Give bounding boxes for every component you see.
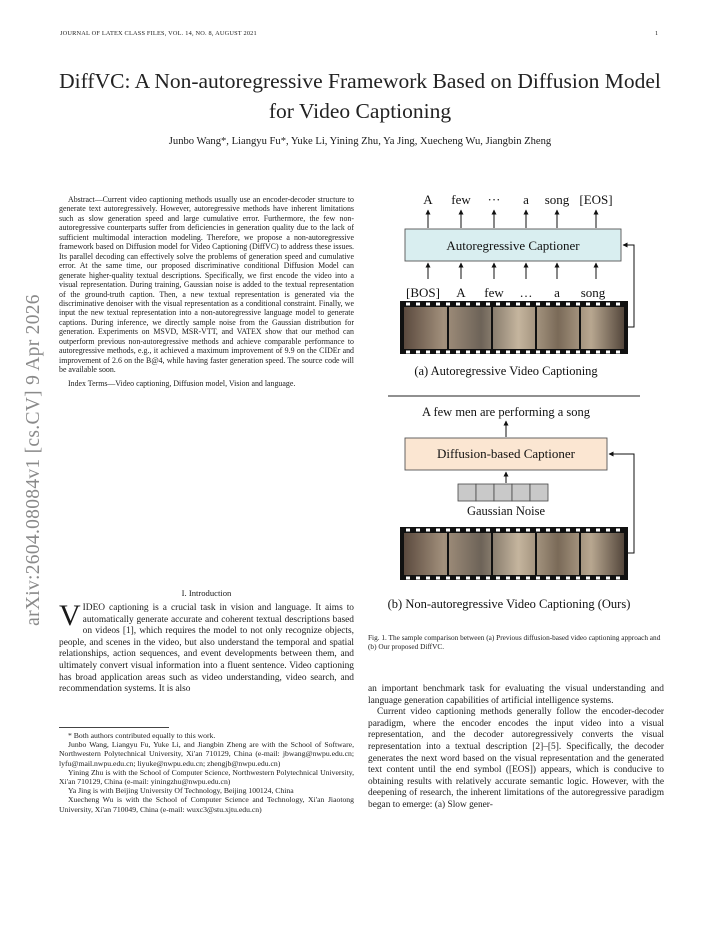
footnote: Junbo Wang, Liangyu Fu, Yuke Li, and Jiangbin Zheng are with the School of Software, Northwestern Polytechnical University, Xi'an 710129, China (e-mail: jbwang@nwpu.edu.cn; lyfu@mail.nwpu.edu.cn; liyuke@nwpu.edu.cn; zhengjb@nwpu.edu.cn) <box>59 740 354 768</box>
top-token: a <box>523 192 529 207</box>
title-line-1: DiffVC: A Non-autoregressive Framework Based on Diffusion Model <box>59 69 661 93</box>
bottom-token: [BOS] <box>406 285 440 300</box>
figure-1 <box>368 186 664 616</box>
drop-cap: V <box>59 599 81 632</box>
running-header: JOURNAL OF LATEX CLASS FILES, VOL. 14, NO. 8, AUGUST 2021 <box>60 30 257 37</box>
top-token: few <box>451 192 471 207</box>
arxiv-stamp <box>14 250 54 670</box>
bottom-token: few <box>484 285 504 300</box>
intro-left <box>59 599 354 696</box>
top-token: A <box>423 192 433 207</box>
caption-b: (b) Non-autoregressive Video Captioning (Ours) <box>387 597 631 611</box>
paper-title <box>0 66 720 126</box>
bottom-token: a <box>554 285 560 300</box>
ar-box-label: Autoregressive Captioner <box>446 238 580 253</box>
caption-a: (a) Autoregressive Video Captioning <box>414 364 598 378</box>
gaussian-noise-blocks <box>458 484 548 501</box>
input-arrows <box>428 263 596 279</box>
footnote: Xuecheng Wu is with the School of Computer Science and Technology, Xi'an Jiaotong University, Xi'an 710049, China (e-mail: wuxc3@stu.xjtu.edu.cn) <box>59 795 354 814</box>
section-heading: I. Introduction <box>181 588 232 598</box>
top-token: ··· <box>487 192 501 207</box>
footnotes <box>59 731 354 814</box>
nar-output-sentence: A few men are performing a song <box>422 405 590 419</box>
arxiv-id: arXiv:2604.08084v1 [cs.CV] 9 Apr 2026 <box>23 294 44 626</box>
gaussian-noise-label: Gaussian Noise <box>466 504 546 518</box>
footnote: Yining Zhu is with the School of Computer Science, Northwestern Polytechnical University, Xi'an 710129, China (e-mail: yiningzhu@nwpu.edu.cn) <box>59 767 354 787</box>
page-number: 1 <box>655 30 659 37</box>
output-arrows <box>428 210 596 228</box>
bottom-token: A <box>456 285 466 300</box>
intro-paragraph-2: an important benchmark task for evaluating the visual understanding and language generation capabilities of artificial intelligence systems. <box>368 684 664 706</box>
figure-caption: Fig. 1. The sample comparison between (a) Previous diffusion-based video captioning approach and (b) Our proposed DiffVC. <box>368 633 661 651</box>
footnote: Ya Jing is with Beijing University Of Technology, Beijing 100124, China <box>68 786 294 796</box>
intro-paragraph-3: Current video captioning methods generally follow the encoder-decoder paradigm, where the encoder encodes the input video into a visual representation, and the decoder autoregressively converts the visual representation into a textual description [2]–[5]. Specifically, the decoder generates the next word based on the visual representation and the generated text content until the end symbol ([EOS]) appears, which is conducive to obtaining results with relatively accurate semantic logic. However, with the deepening of research, the inherent limitations of the autoregressive paradigm began to emerge: (a) Slow gener- <box>368 707 664 810</box>
video-frames-b <box>400 527 628 580</box>
intro-right <box>368 684 664 812</box>
intro-paragraph-1: IDEO captioning is a crucial task in vision and language. It aims to automatically generate accurate and coherent textual descriptions based on videos [1], which requires the model to not only recognize objects, people, and scenes in the video, but also understand the temporal and spatial relationships, action sequences, and event developments between them, and ultimately convert visual information into a fluent sentence. Video captioning has broad application areas such as video understanding, video search, and recommendation systems. It is also <box>59 603 354 695</box>
top-token: [EOS] <box>579 192 613 207</box>
abstract-block <box>59 195 354 388</box>
footnote: * Both authors contributed equally to this work. <box>68 731 216 740</box>
top-token: song <box>544 192 570 207</box>
abstract: Abstract—Current video captioning methods usually use an encoder-decoder structure to generate text autoregressively. However, autoregressive methods have inherent limitations such as slow generation speed and large cumulative error. Furthermore, the few non-autoregressive counterparts suffer from deficiencies in generation quality due to the lack of sufficient multimodal interaction modeling. Therefore, we propose a non-autoregressive framework based on Diffusion model for Video Captioning (DiffVC) to address these issues. Its parallel decoding can effectively solve the problems of generation speed and cumulative error. At the same time, our proposed discriminative conditional Diffusion Model can generate higher-quality textual descriptions. Specifically, we first encode the video into a visual representation. During training, Gaussian noise is added to the textual representation of the ground-truth caption. Then, a new textual representation is generated via the discriminative denoiser with the visual representation as a conditional constraint. Finally, we input the new textual representation into a non-autoregressive language model to generate captions. During inference, we directly sample noise from the Gaussian distribution for generation. Experiments on MSVD, MSR-VTT, and VATEX show that our method can outperform previous non-autoregressive methods and achieve comparable performance to autoregressive methods, e.g., it achieved a maximum improvement of 9.9 on the CIDEr and improvement of 2.6 on the B@4, while having faster generation speed. The source code will be available soon. <box>59 195 354 375</box>
bottom-token: … <box>519 285 533 300</box>
title-line-2: for Video Captioning <box>268 99 452 123</box>
diff-box-label: Diffusion-based Captioner <box>436 446 576 461</box>
footnote-rule <box>59 727 169 728</box>
bottom-token: song <box>580 285 606 300</box>
index-terms: Index Terms—Video captioning, Diffusion model, Vision and language. <box>68 378 296 388</box>
video-frames-a <box>400 301 628 354</box>
author-list: Junbo Wang*, Liangyu Fu*, Yuke Li, Yining Zhu, Ya Jing, Xuecheng Wu, Jiangbin Zheng <box>168 136 552 147</box>
